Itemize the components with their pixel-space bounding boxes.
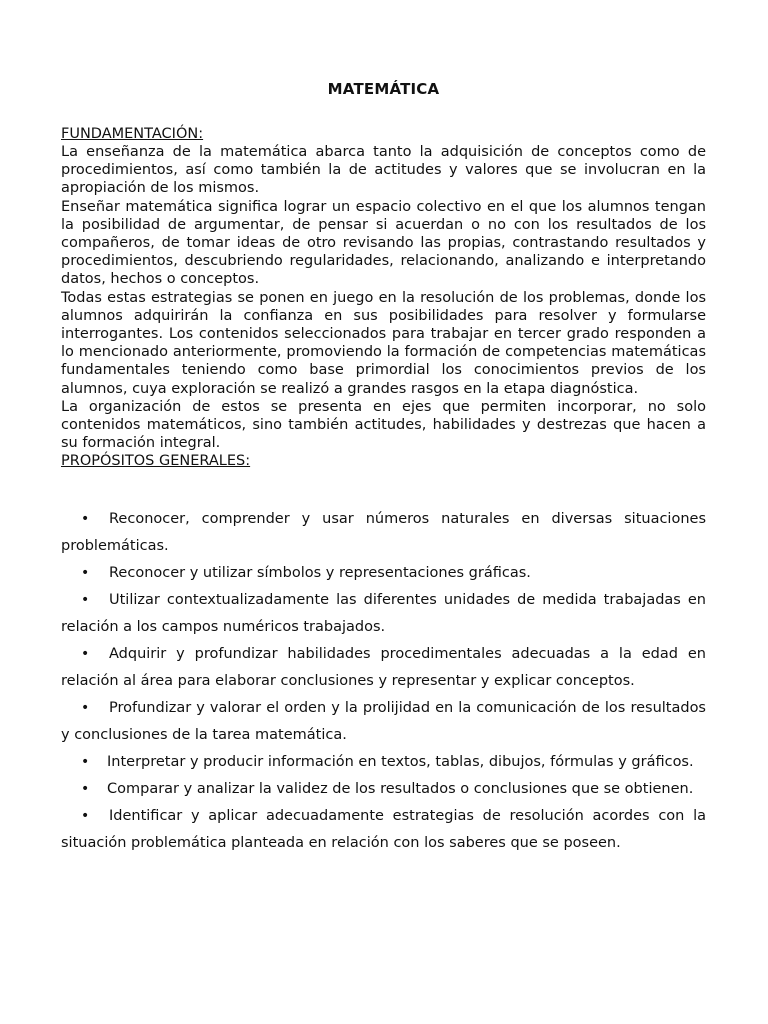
bullet-icon: • xyxy=(81,781,90,798)
list-item xyxy=(61,641,706,695)
list-item xyxy=(61,776,706,803)
bullet-icon: • xyxy=(81,700,90,717)
list-item-text: Adquirir y profundizar habilidades procedimentales adecuadas a la edad en relación al área para elaborar conclusiones y representar y explicar conceptos. xyxy=(61,646,706,690)
propositos-heading: PROPÓSITOS GENERALES: xyxy=(61,453,251,470)
list-item-text: Interpretar y producir información en textos, tablas, dibujos, fórmulas y gráficos. xyxy=(107,754,694,771)
document-page xyxy=(61,78,706,857)
fundamentacion-paragraph-4: La organización de estos se presenta en ejes que permiten incorporar, no solo contenidos matemáticos, sino también actitudes, habilidades y destrezas que hacen a su formación integral. xyxy=(61,398,706,452)
list-item xyxy=(61,695,706,749)
bullet-icon: • xyxy=(81,808,90,825)
list-item-text: Reconocer, comprender y usar números naturales en diversas situaciones problemáticas. xyxy=(61,511,706,555)
fundamentacion-paragraph-1: La enseñanza de la matemática abarca tanto la adquisición de conceptos como de procedimientos, así como también la de actitudes y valores que se involucran en la apropiación de los mismos. xyxy=(61,144,706,197)
fundamentacion-paragraph-2: Enseñar matemática significa lograr un espacio colectivo en el que los alumnos tengan la posibilidad de argumentar, de pensar si acuerdan o no con los resultados de los compañeros, de tomar ideas de otro revisando las propias, contrastando resultados y procedimientos, descubriendo regularidades, relacionando, analizando e interpretando datos, hechos o conceptos. xyxy=(61,198,706,288)
list-item-text: Utilizar contextualizadamente las diferentes unidades de medida trabajadas en relación a los campos numéricos trabajados. xyxy=(61,592,706,636)
bullet-icon: • xyxy=(81,511,90,528)
list-item xyxy=(61,587,706,641)
list-item xyxy=(61,803,706,857)
list-item xyxy=(61,506,706,560)
list-item-text: Identificar y aplicar adecuadamente estrategias de resolución acordes con la situación problemática planteada en relación con los saberes que se poseen. xyxy=(61,808,706,852)
bullet-icon: • xyxy=(81,565,90,582)
bullet-icon: • xyxy=(81,646,90,663)
fundamentacion-paragraph-3: Todas estas estrategias se ponen en juego en la resolución de los problemas, donde los alumnos adquirirán la confianza en sus posibilidades para resolver y formularse interrogantes. Los contenidos seleccionados para trabajar en tercer grado responden a lo mencionado anteriormente, promoviendo la formación de competencias matemáticas fundamentales teniendo como base primordial los conocimientos previos de los alumnos, cuya exploración se realizó a grandes rasgos en la etapa diagnóstica. xyxy=(61,289,706,397)
list-item-text: Reconocer y utilizar símbolos y representaciones gráficas. xyxy=(109,565,531,582)
list-item-text: Profundizar y valorar el orden y la prolijidad en la comunicación de los resultados y conclusiones de la tarea matemática. xyxy=(61,700,706,744)
bullet-icon: • xyxy=(81,754,90,771)
propositos-list xyxy=(61,506,706,857)
fundamentacion-heading: FUNDAMENTACIÓN: xyxy=(61,126,204,142)
bullet-icon: • xyxy=(81,592,90,609)
document-title: MATEMÁTICA xyxy=(327,80,440,98)
list-item-text: Comparar y analizar la validez de los resultados o conclusiones que se obtienen. xyxy=(107,781,694,798)
list-item xyxy=(61,749,706,776)
list-item xyxy=(61,560,706,587)
